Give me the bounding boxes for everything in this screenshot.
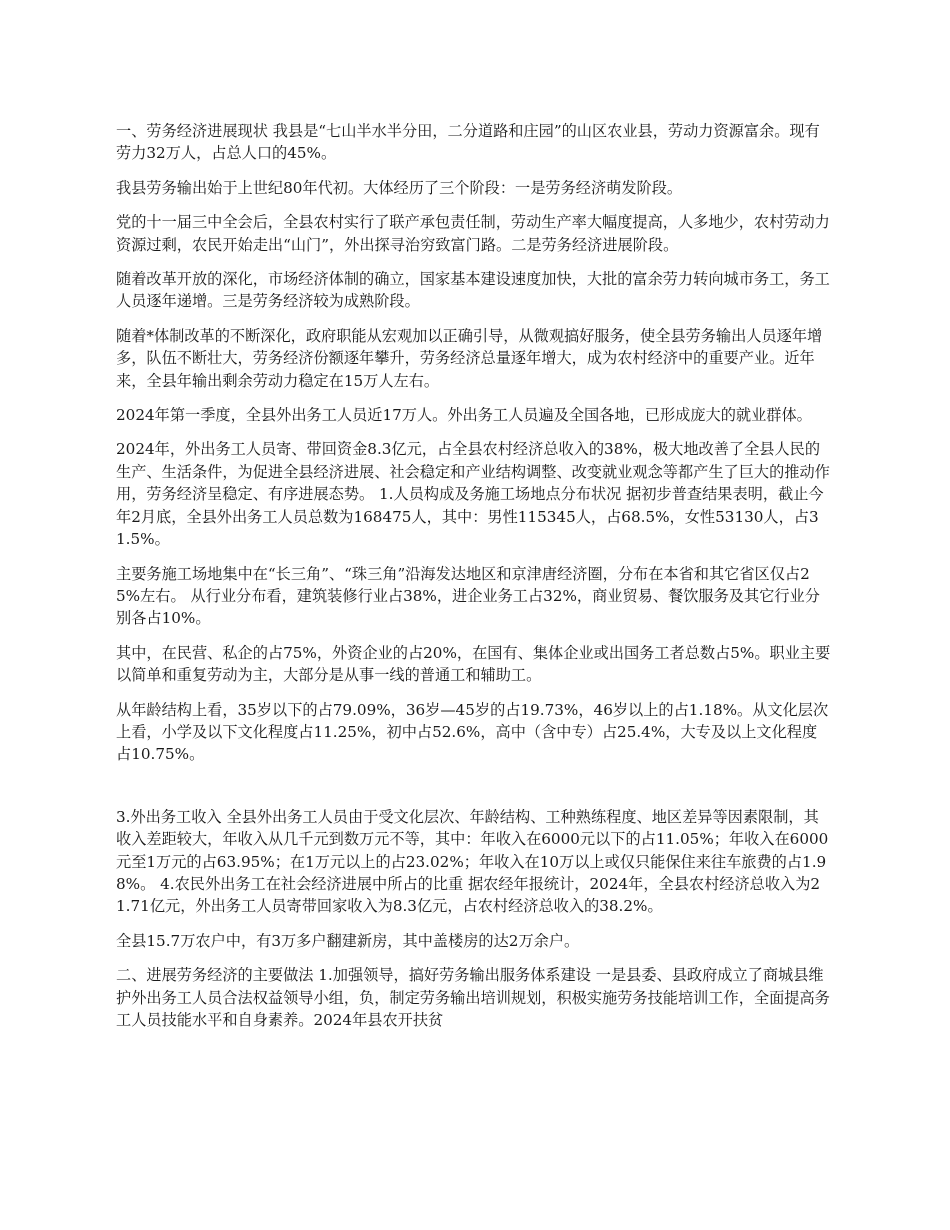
paragraph-employer-types: 其中，在民营、私企的占75%，外资企业的占20%，在国有、集体企业或出国务工者总数占5%。职业主要以简单和重复劳动为主，大部分是从事一线的普通工和辅助工。 bbox=[116, 643, 831, 685]
paragraph-age-education: 从年龄结构上看，35岁以下的占79.09%，36岁—45岁的占19.73%，46岁以上的占1.18%。从文化层次上看，小学及以下文化程度占11.25%，初中占52.6%，高中（含中专）占25.4%，大专及以上文化程度占10.75%。 bbox=[116, 700, 829, 764]
paragraph-work-locations: 主要务施工场地集中在“长三角”、“珠三角”沿海发达地区和京津唐经济圈，分布在本省和其它省区仅占25%左右。 从行业分布看，建筑装修行业占38%，进企业务工占32%，商业贸易、餐饮服务及其它行业分别各占10%。 bbox=[116, 564, 820, 628]
paragraph-stage-two: 随着改革开放的深化，市场经济体制的确立，国家基本建设速度加快，大批的富余劳力转向城市务工，务工人员逐年递增。三是劳务经济较为成熟阶段。 bbox=[116, 270, 830, 311]
paragraph-status-overview: 一、劳务经济进展现状 我县是“七山半水半分田，二分道路和庄园”的山区农业县，劳动力资源富余。现有劳力32万人，占总人口的45%。 bbox=[116, 122, 820, 163]
paragraph-first-quarter: 2024年第一季度，全县外出务工人员近17万人。外出务工人员遍及全国各地，已形成庞大的就业群体。 bbox=[116, 406, 812, 425]
paragraph-history-intro: 我县劳务输出始于上世纪80年代初。大体经历了三个阶段：一是劳务经济萌发阶段。 bbox=[116, 178, 683, 197]
paragraph-housing: 全县15.7万农户中，有3万多户翻建新房，其中盖楼房的达2万余户。 bbox=[116, 931, 580, 950]
paragraph-main-practices: 二、进展劳务经济的主要做法 1.加强领导，搞好劳务输出服务体系建设 一是县委、县政府成立了商城县维护外出务工人员合法权益领导小组，负，制定劳务输出培训规划，积极实施劳务技能培训工作，全面提高务工人员技能水平和自身素养。2024年县农开扶贫 bbox=[116, 966, 830, 1029]
document-body bbox=[116, 120, 832, 1043]
paragraph-income: 3.外出务工收入 全县外出务工人员由于受文化层次、年龄结构、工种熟练程度、地区差异等因素限制，其收入差距较大，年收入从几千元到数万元不等，其中：年收入在6000元以下的占11.05%；年收入在6000元至1万元的占63.95%；在1万元以上的占23.02%；年收入在10万以上或仅只能保住来往车旅费的占1.98%。 4.农民外出务工在社会经济进展中所占的比重 据农经年报统计，2024年，全县农村经济总收入为21.71亿元，外出务工人员寄带回家收入为8.3亿元，占农村经济总收入的38.2%。 bbox=[116, 807, 829, 916]
paragraph-stage-three: 随着*体制改革的不断深化，政府职能从宏观加以正确引导，从微观搞好服务，使全县劳务输出人员逐年增多，队伍不断壮大，劳务经济份额逐年攀升，劳务经济总量逐年增大，成为农村经济中的重要产业。近年来，全县年输出剩余劳动力稳定在15万人左右。 bbox=[116, 326, 823, 390]
paragraph-remittance-composition: 2024年，外出务工人员寄、带回资金8.3亿元，占全县农村经济总收入的38%，极大地改善了全县人民的生产、生活条件，为促进全县经济进展、社会稳定和产业结构调整、改变就业观念等都产生了巨大的推动作用，劳务经济呈稳定、有序进展态势。 1.人员构成及务施工场地点分布状况 据初步普查结果表明，截止今年2月底，全县外出务工人员总数为168475人，其中：男性115345人，占68.5%，女性53130人，占31.5%。 bbox=[116, 440, 830, 549]
paragraph-stage-one: 党的十一届三中全会后，全县农村实行了联产承包责任制，劳动生产率大幅度提高，人多地少，农村劳动力资源过剩，农民开始走出“山门”，外出探寻治穷致富门路。二是劳务经济进展阶段。 bbox=[116, 213, 830, 254]
